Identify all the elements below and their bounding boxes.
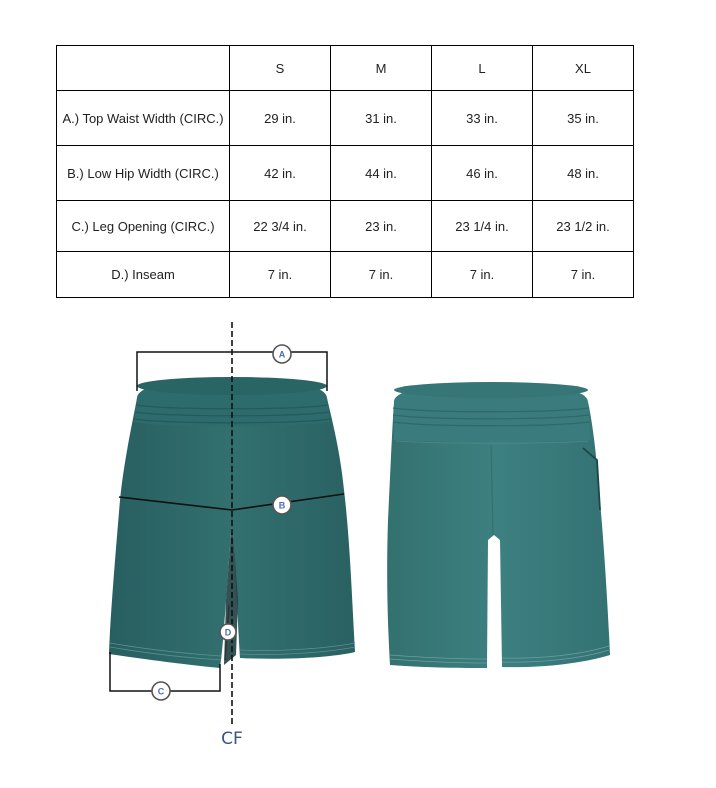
- table-row: [57, 252, 634, 298]
- table-cell: 7 in.: [533, 252, 634, 298]
- header-size-m: M: [331, 46, 432, 91]
- table-row: [57, 91, 634, 146]
- marker-b-label: B: [278, 500, 286, 511]
- table-cell: 35 in.: [533, 91, 634, 146]
- table-cell: 23 1/4 in.: [432, 201, 533, 252]
- table-cell: 7 in.: [230, 252, 331, 298]
- row-label: B.) Low Hip Width (CIRC.): [57, 146, 230, 201]
- size-chart-table: [56, 45, 634, 298]
- marker-c-label: C: [157, 686, 165, 697]
- row-label: C.) Leg Opening (CIRC.): [57, 201, 230, 252]
- table-cell: 42 in.: [230, 146, 331, 201]
- table-cell: 29 in.: [230, 91, 331, 146]
- table-cell: 44 in.: [331, 146, 432, 201]
- row-label: D.) Inseam: [57, 252, 230, 298]
- row-label: A.) Top Waist Width (CIRC.): [57, 91, 230, 146]
- table-cell: 46 in.: [432, 146, 533, 201]
- marker-d-label: D: [224, 627, 232, 638]
- table-cell: 48 in.: [533, 146, 634, 201]
- table-row: [57, 201, 634, 252]
- shorts-measurement-illustration: [0, 300, 716, 788]
- table-cell: 7 in.: [432, 252, 533, 298]
- table-header-row: [57, 46, 634, 91]
- table-cell: 31 in.: [331, 91, 432, 146]
- table-cell: 22 3/4 in.: [230, 201, 331, 252]
- center-front-label: CF: [221, 729, 243, 749]
- back-shorts: [387, 382, 610, 668]
- table-cell: 33 in.: [432, 91, 533, 146]
- header-empty-cell: [57, 46, 230, 91]
- table-cell: 23 in.: [331, 201, 432, 252]
- header-size-s: S: [230, 46, 331, 91]
- table-cell: 7 in.: [331, 252, 432, 298]
- marker-a-label: A: [278, 349, 286, 360]
- header-size-l: L: [432, 46, 533, 91]
- table-cell: 23 1/2 in.: [533, 201, 634, 252]
- table-row: [57, 146, 634, 201]
- header-size-xl: XL: [533, 46, 634, 91]
